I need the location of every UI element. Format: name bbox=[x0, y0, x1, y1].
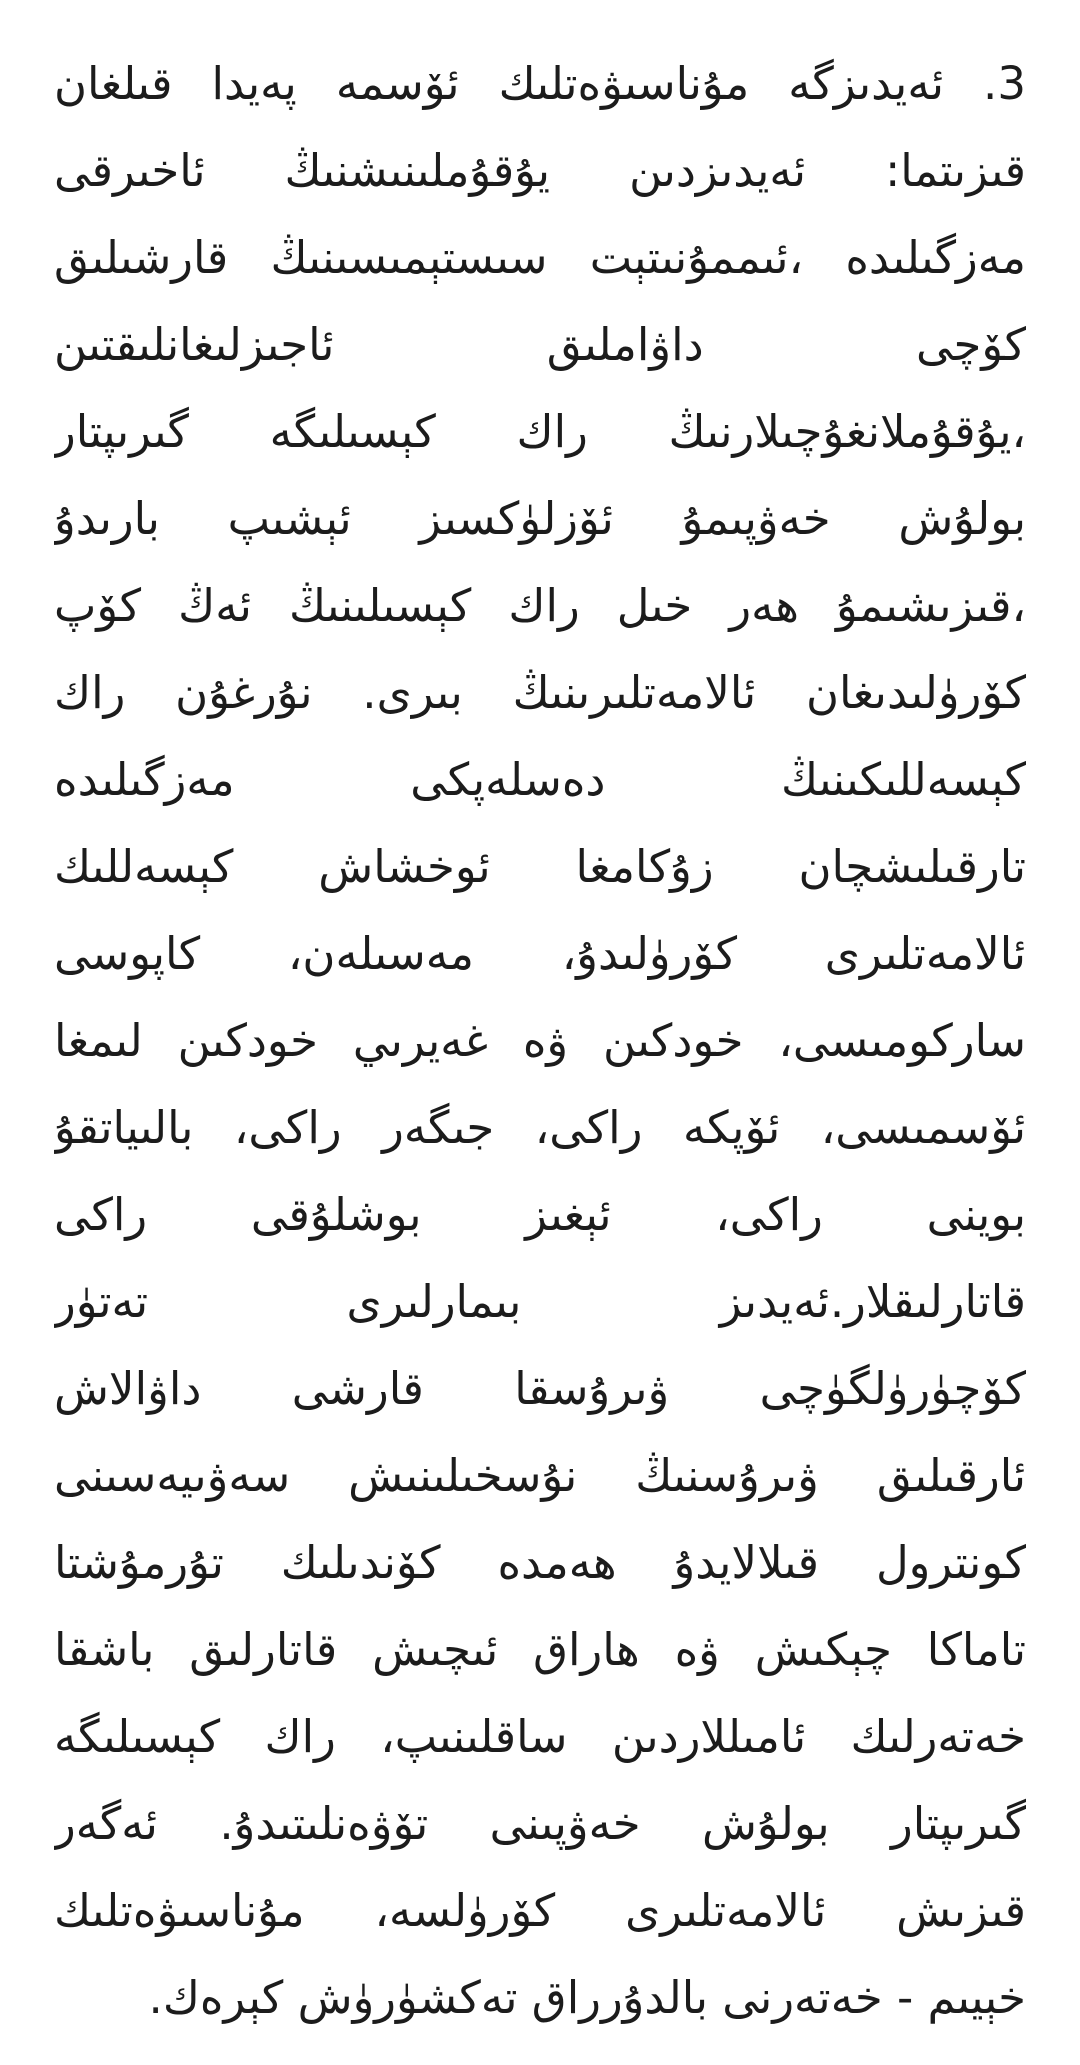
text-line: ئارقىلىق ۋىرۇسنىڭ نۇسخىلىنىش سەۋىيەسىنى bbox=[54, 1449, 1026, 1502]
text-line: تاماكا چېكىش ۋە ھاراق ئىچىش قاتارلىق باشقا bbox=[54, 1623, 1026, 1676]
text-line: ،يۇقۇملانغۇچىلارنىڭ راك كېسىلىگە گىرىپتار bbox=[54, 405, 1026, 458]
text-line: ،قىزىشىمۇ ھەر خىل راك كېسىلىنىڭ ئەڭ كۆپ bbox=[54, 579, 1026, 632]
text-line: كۆرۈلىدىغان ئالامەتلىرىنىڭ بىرى. نۇرغۇن راك bbox=[54, 666, 1026, 719]
text-line: بوينى راكى، ئېغىز بوشلۇقى راكى bbox=[54, 1188, 1026, 1241]
text-line: تارقىلىشچان زۇكامغا ئوخشاش كېسەللىك bbox=[54, 840, 1026, 893]
text-line: خېيىم - خەتەرنى بالدۇرراق تەكشۈرۈش كېرەك. bbox=[148, 1971, 1026, 2024]
text-line: 3. ئەيدىزگە مۇناسىۋەتلىك ئۆسمە پەيدا قىلغان bbox=[54, 57, 1026, 110]
text-line: كېسەللىكىنىڭ دەسلەپكى مەزگىلىدە bbox=[54, 753, 1026, 806]
text-line: كۆچى داۋاملىق ئاجىزلىغانلىقتىن bbox=[54, 318, 1026, 371]
text-line: قىزىش ئالامەتلىرى كۆرۈلسە، مۇناسىۋەتلىك bbox=[54, 1884, 1026, 1937]
text-line: خەتەرلىك ئامىللاردىن ساقلىنىپ، راك كېسىلىگە bbox=[54, 1710, 1026, 1763]
text-line: ئالامەتلىرى كۆرۈلىدۇ، مەسىلەن، كاپوسى bbox=[54, 927, 1026, 980]
text-line: قاتارلىقلار.ئەيدىز بىمارلىرى تەتۈر bbox=[54, 1275, 1026, 1328]
text-line: ساركومىسى، خودكىن ۋە غەيرىي خودكىن لىمغا bbox=[54, 1014, 1026, 1067]
text-line: كۆچۈرۈلگۈچى ۋىرۇسقا قارشى داۋالاش bbox=[54, 1362, 1026, 1415]
body-paragraph bbox=[54, 40, 1026, 2041]
text-line: گىرىپتار بولۇش خەۋپىنى تۆۋەنلىتىدۇ. ئەگەر bbox=[54, 1797, 1026, 1850]
text-line: قىزىتما: ئەيدىزدىن يۇقۇملىنىشنىڭ ئاخىرقى bbox=[54, 144, 1026, 197]
text-line: ئۆسمىسى، ئۆپكە راكى، جىگەر راكى، بالىياتقۇ bbox=[54, 1101, 1026, 1154]
text-line: كونترول قىلالايدۇ ھەمدە كۆندىلىك تۇرمۇشتا bbox=[54, 1536, 1026, 1589]
text-line: بولۇش خەۋپىمۇ ئۆزلۈكسىز ئېشىپ بارىدۇ bbox=[54, 492, 1026, 545]
text-line: مەزگىلىدە ،ئىممۇنىتېت سىستېمىسىنىڭ قارشىلىق bbox=[54, 231, 1026, 284]
